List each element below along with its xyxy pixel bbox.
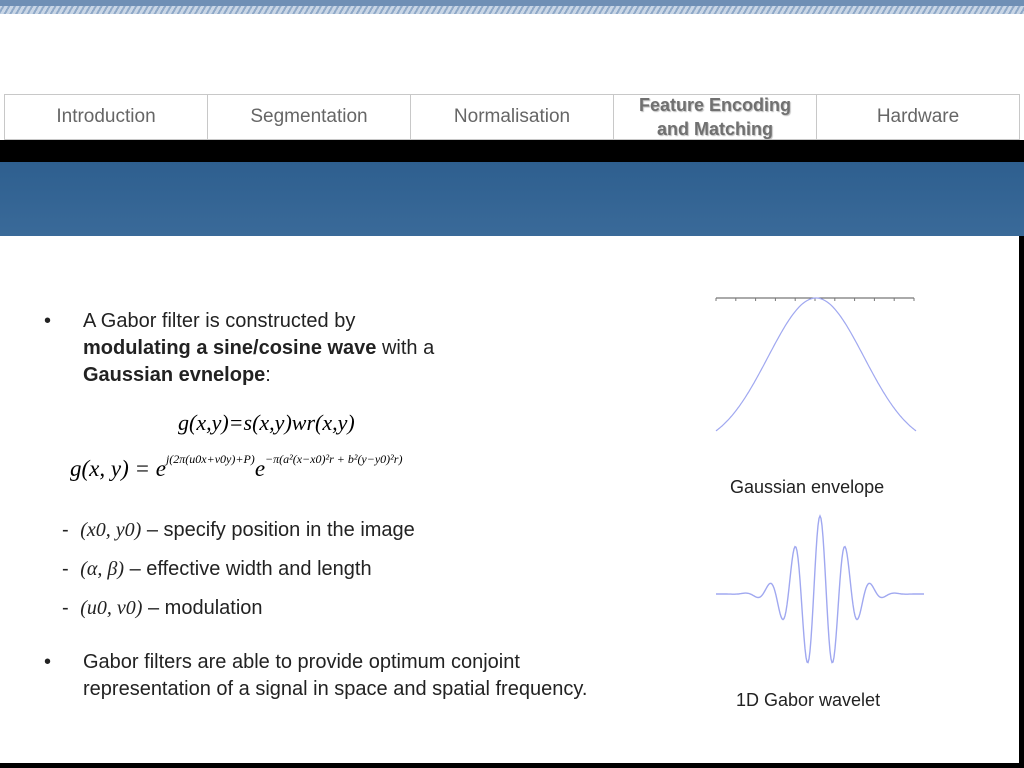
bullet-marker: • xyxy=(44,310,52,332)
tab-segmentation[interactable]: Segmentation xyxy=(208,95,411,139)
bullet1-line1: A Gabor filter is constructed by xyxy=(83,310,356,332)
eq2-lhs: g(x, y) = e xyxy=(70,456,166,481)
title-banner xyxy=(0,162,1024,236)
tab-hardware[interactable]: Hardware xyxy=(876,106,960,127)
header-black-band xyxy=(0,140,1024,162)
gabor-wavelet-curve xyxy=(716,516,924,663)
eq2-e2: e xyxy=(254,456,266,481)
tab-feature-encoding-and-matching[interactable] xyxy=(614,95,817,139)
dash-marker: - xyxy=(62,519,69,541)
parameter-width-length xyxy=(62,556,582,583)
bullet1-mid: with a xyxy=(376,337,435,359)
bullet-gabor-optimum: Gabor filters are able to provide optimum conjoint representation of a signal in space and spatial frequency. xyxy=(83,651,588,700)
dash-marker: - xyxy=(62,597,69,619)
tab-feature-encoding-label: Feature Encoding and Matching xyxy=(638,95,791,139)
gabor-wavelet-plot xyxy=(714,510,926,676)
eq2-exponent-1: j(2π(u0x+v0y)+P) xyxy=(165,452,255,467)
equation-gabor-full xyxy=(70,452,403,482)
param-symbol-x0-y0: (x0, y0) xyxy=(80,519,142,541)
tab-normalisation[interactable]: Normalisation xyxy=(411,95,614,139)
bullet-gabor-construction xyxy=(83,308,543,389)
param-symbol-alpha-beta: (α, β) xyxy=(80,558,125,580)
bullet-marker: • xyxy=(44,651,52,673)
gaussian-envelope-caption: Gaussian envelope xyxy=(730,477,885,497)
bullet1-bold-modulating: modulating a sine/cosine wave xyxy=(83,337,377,359)
bullet1-end: : xyxy=(265,364,271,386)
eq2-exponent-2: −π(a²(x−x0)²r + b²(y−y0)²r) xyxy=(265,452,403,467)
bottom-edge-border xyxy=(0,763,1024,768)
parameter-position xyxy=(62,517,582,544)
parameter-modulation xyxy=(62,595,582,622)
dash-marker: - xyxy=(62,558,69,580)
right-edge-border xyxy=(1019,236,1024,768)
param-desc-position: – specify position in the image xyxy=(141,519,415,541)
navigation-bar xyxy=(4,94,1020,140)
tab-introduction[interactable]: Introduction xyxy=(5,95,208,139)
gaussian-envelope-plot xyxy=(712,292,918,454)
param-desc-width-length: – effective width and length xyxy=(124,558,372,580)
param-desc-modulation: – modulation xyxy=(142,597,263,619)
bullet1-bold-gaussian: Gaussian evnelope xyxy=(83,364,266,386)
equation-gabor-product: g(x,y)=s(x,y)wr(x,y) xyxy=(178,410,355,435)
gaussian-curve xyxy=(716,298,916,431)
param-symbol-u0-v0: (u0, v0) xyxy=(80,597,143,619)
gabor-wavelet-caption: 1D Gabor wavelet xyxy=(736,690,881,710)
top-decorative-stripe xyxy=(0,0,1024,14)
